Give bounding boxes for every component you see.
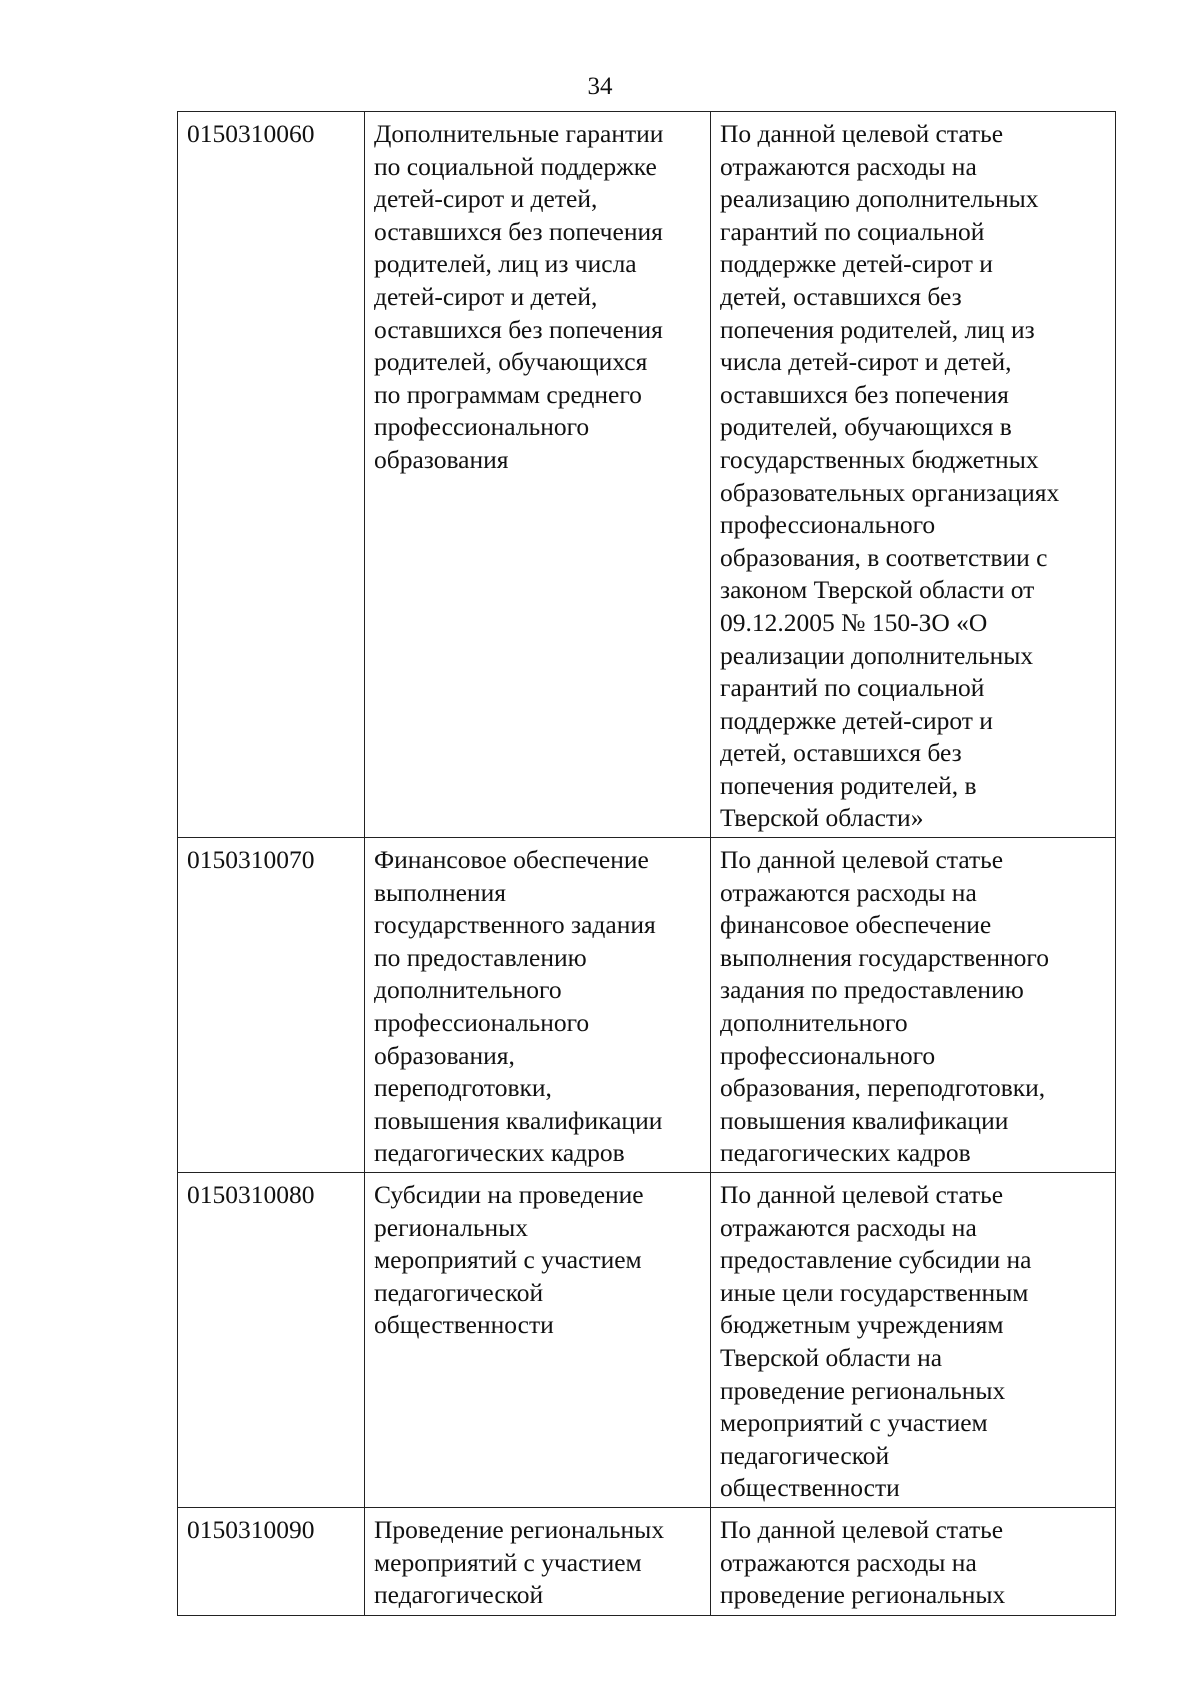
- description-cell: [711, 1507, 1116, 1615]
- table-row: [178, 112, 1116, 838]
- description-cell: [711, 112, 1116, 838]
- name-cell: [365, 1507, 711, 1615]
- expense-description: По данной целевой статье отражаются расходы на реализацию дополнительных гарантий по социальной поддержке детей-сирот и детей, оставшихся без попечения родителей, лиц из числа детей-сирот и детей, оставшихся без попечения родителей, обучающихся в государственных бюджетных образовательных организациях профессионального образования, в соответствии с законом Тверской области от 09.12.2005 № 150-ЗО «О реализации дополнительных гарантий по социальной поддержке детей-сирот и детей, оставшихся без попечения родителей, в Тверской области»: [720, 119, 1060, 833]
- expense-description: По данной целевой статье отражаются расходы на проведение региональных: [720, 1514, 1006, 1610]
- code-cell: [178, 838, 365, 1173]
- budget-code: 0150310060: [187, 119, 315, 148]
- name-cell: [365, 838, 711, 1173]
- expense-name: Дополнительные гарантии по социальной поддержке детей-сирот и детей, оставшихся без попечения родителей, лиц из числа детей-сирот и детей, оставшихся без попечения родителей, обучающихся по программам среднего профессионального образования: [374, 119, 664, 474]
- expense-description: По данной целевой статье отражаются расходы на финансовое обеспечение выполнения государственного задания по предоставлению дополнительного профессионального образования, переподготовки, повышения квалификации педагогических кадров: [720, 845, 1049, 1168]
- budget-code: 0150310090: [187, 1514, 315, 1544]
- expense-name: Финансовое обеспечение выполнения государственного задания по предоставлению дополнительного профессионального образования, переподготовки, повышения квалификации педагогических кадров: [374, 845, 663, 1168]
- table-row: [178, 838, 1116, 1173]
- description-cell: [711, 838, 1116, 1173]
- code-cell: [178, 1173, 365, 1508]
- code-cell: [178, 112, 365, 838]
- budget-code: 0150310070: [187, 845, 315, 875]
- budget-code: 0150310080: [187, 1180, 315, 1209]
- table-row: [178, 1173, 1116, 1508]
- table-row: [178, 1507, 1116, 1615]
- description-cell: [711, 1173, 1116, 1508]
- page-number: 34: [587, 73, 613, 100]
- name-cell: [365, 112, 711, 838]
- code-cell: [178, 1507, 365, 1615]
- expense-name: Проведение региональных мероприятий с участием педагогической: [374, 1514, 665, 1610]
- expense-name: Субсидии на проведение региональных мероприятий с участием педагогической общественности: [374, 1180, 644, 1340]
- budget-classification-table: [177, 111, 1116, 1616]
- expense-description: По данной целевой статье отражаются расходы на предоставление субсидии на иные цели государственным бюджетным учреждениям Тверской области на проведение региональных мероприятий с участием педагогической общественности: [720, 1180, 1032, 1503]
- name-cell: [365, 1173, 711, 1508]
